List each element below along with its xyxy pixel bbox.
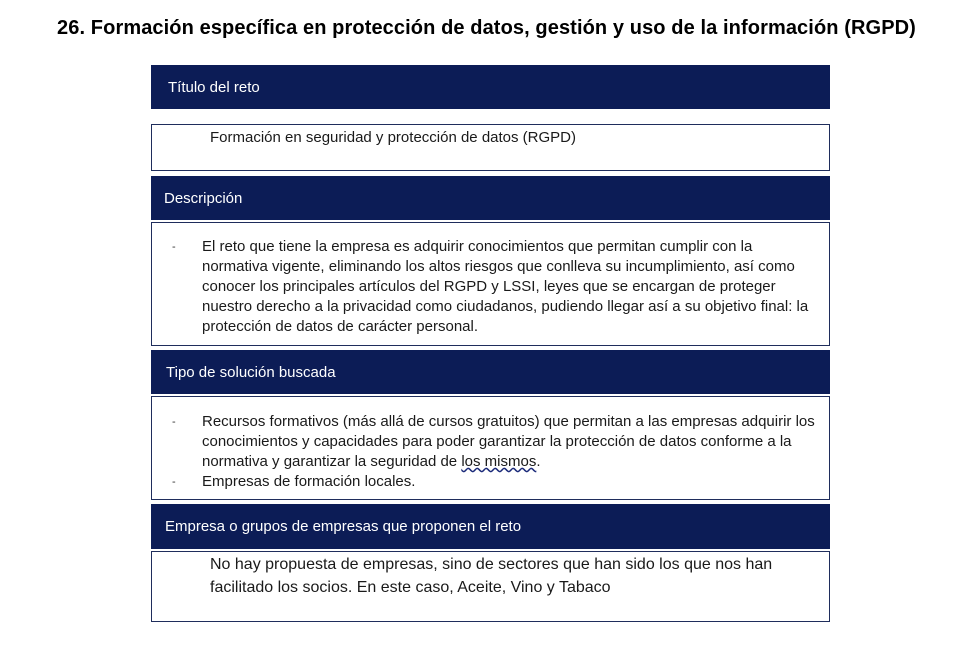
section-header-tipo-solucion bbox=[151, 350, 830, 394]
bullet-dash: - bbox=[172, 241, 176, 253]
section-header-titulo bbox=[151, 65, 830, 109]
section-header-tipo-solucion-label: Tipo de solución buscada bbox=[166, 363, 336, 381]
tipo-solucion-item-1-main: Recursos formativos (más allá de cursos gratuitos) que permitan a las empresas adquirir los conocimientos y capacidades para poder garantizar la protección de datos conforme a la normativa y garantizar la seguridad de bbox=[202, 413, 815, 470]
page-title: 26. Formación específica en protección de datos, gestión y uso de la información (RGPD) bbox=[57, 17, 916, 39]
section-header-empresa-label: Empresa o grupos de empresas que proponen el reto bbox=[165, 518, 522, 535]
tipo-solucion-item-1-underlined: los mismos bbox=[461, 453, 537, 470]
section-box-empresa bbox=[151, 551, 830, 622]
section-header-descripcion bbox=[151, 176, 830, 220]
section-header-descripcion-label: Descripción bbox=[164, 189, 243, 207]
section-header-titulo-label: Título del reto bbox=[168, 78, 260, 96]
descripcion-list bbox=[152, 237, 822, 337]
list-item bbox=[152, 412, 822, 472]
bullet-dash: - bbox=[172, 476, 176, 488]
tipo-solucion-item-2: Empresas de formación locales. bbox=[202, 473, 416, 490]
tipo-solucion-list bbox=[152, 412, 822, 492]
section-box-descripcion bbox=[151, 222, 830, 346]
section-box-tipo-solucion bbox=[151, 396, 830, 500]
empresa-content: No hay propuesta de empresas, sino de sectores que han sido los que nos han facilitado los socios. En este caso, Aceite, Vino y Tabaco bbox=[210, 556, 773, 596]
section-box-titulo bbox=[151, 124, 830, 171]
bullet-dash: - bbox=[172, 416, 176, 428]
tipo-solucion-item-1-end: . bbox=[536, 453, 541, 470]
descripcion-text: El reto que tiene la empresa es adquirir conocimientos que permitan cumplir con la normativa vigente, eliminando los altos riesgos que conlleva su incumplimiento, así como conocer los principales artículos del RGPD y LSSI, leyes que se encargan de proteger nuestro derecho a la privacidad como ciudadanos, pudiendo llegar así a su objetivo final: la protección de datos de carácter personal. bbox=[202, 238, 809, 335]
list-item bbox=[152, 237, 822, 337]
section-header-empresa bbox=[151, 504, 830, 549]
tipo-solucion-item-1 bbox=[202, 412, 822, 472]
list-item bbox=[152, 472, 822, 492]
titulo-content: Formación en seguridad y protección de datos (RGPD) bbox=[210, 129, 577, 146]
